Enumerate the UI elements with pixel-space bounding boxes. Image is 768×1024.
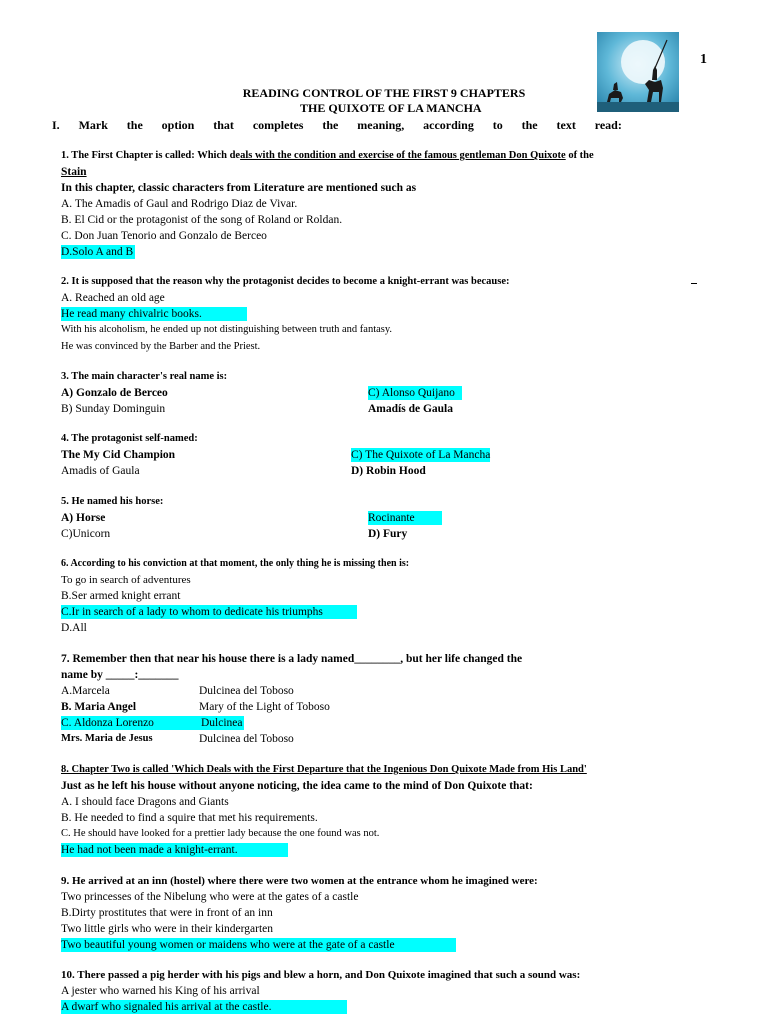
instruction-word: text bbox=[556, 118, 576, 132]
q2-option-c: With his alcoholism, he ended up not distinguishing between truth and fantasy. bbox=[61, 324, 393, 335]
document-subtitle: THE QUIXOTE OF LA MANCHA bbox=[300, 101, 482, 115]
question-1-line2: Stain bbox=[61, 166, 87, 178]
q7-row-d-right: Dulcinea del Toboso bbox=[199, 733, 294, 745]
question-2: 2. It is supposed that the reason why the protagonist decides to become a knight-errant was because: bbox=[61, 276, 510, 287]
q3-option-a: A) Gonzalo de Berceo bbox=[61, 387, 168, 399]
q6-option-b: B.Ser armed knight errant bbox=[61, 590, 181, 602]
q7-row-b-left: B. Maria Angel bbox=[61, 701, 137, 713]
q4-option-a: The My Cid Champion bbox=[61, 449, 176, 461]
q2-option-b-selected: He read many chivalric books. bbox=[61, 307, 247, 321]
q5-option-a: A) Horse bbox=[61, 512, 106, 524]
instruction-word: Mark bbox=[78, 118, 108, 132]
instruction-word: completes bbox=[252, 118, 304, 132]
q7-row-a-right: Dulcinea del Toboso bbox=[199, 685, 294, 697]
q8-option-a: A. I should face Dragons and Giants bbox=[61, 796, 229, 808]
q3-option-c-selected: C) Alonso Quijano bbox=[368, 386, 462, 400]
question-1-prefix: 1. The First Chapter is called: Which de bbox=[61, 150, 241, 161]
q8-option-c: C. He should have looked for a prettier lady because the one found was not. bbox=[61, 828, 380, 839]
instruction-word: according bbox=[423, 118, 474, 132]
instruction-word: read: bbox=[594, 118, 622, 132]
document-title: READING CONTROL OF THE FIRST 9 CHAPTERS bbox=[242, 86, 526, 100]
question-1-suffix: of the bbox=[565, 150, 594, 161]
q1-option-b: B. El Cid or the protagonist of the song of Roland or Roldan. bbox=[61, 214, 343, 226]
q1-option-a: A. The Amadis of Gaul and Rodrigo Diaz de Vivar. bbox=[61, 198, 298, 210]
question-5: 5. He named his horse: bbox=[61, 496, 164, 507]
instruction-word: the bbox=[322, 118, 339, 132]
question-1-underlined: als with the condition and exercise of the famous gentleman Don Quixote bbox=[240, 150, 566, 161]
question-10: 10. There passed a pig herder with his pigs and blew a horn, and Don Quixote imagined that such a sound was: bbox=[61, 969, 581, 981]
instruction-word: that bbox=[213, 118, 234, 132]
q6-option-d: D.All bbox=[61, 622, 87, 634]
q7-row-d-left: Mrs. Maria de Jesus bbox=[61, 733, 153, 744]
instruction-word: to bbox=[492, 118, 503, 132]
instruction-line bbox=[52, 118, 622, 133]
q7-row-c-left: C. Aldonza Lorenzo bbox=[61, 717, 154, 729]
q10-option-a: A jester who warned his King of his arrival bbox=[61, 985, 260, 997]
q2-option-a: A. Reached an old age bbox=[61, 292, 165, 304]
instruction-word: the bbox=[521, 118, 538, 132]
q5-option-b: C)Unicorn bbox=[61, 528, 111, 540]
instruction-word: option bbox=[161, 118, 195, 132]
q3-option-b: B) Sunday Dominguin bbox=[61, 403, 166, 415]
q7-row-c-right: Dulcinea bbox=[201, 717, 243, 729]
q6-option-c-selected: C.Ir in search of a lady to whom to dedicate his triumphs bbox=[61, 605, 357, 619]
q3-option-d: Amadís de Gaula bbox=[368, 403, 453, 415]
q9-option-b: B.Dirty prostitutes that were in front of an inn bbox=[61, 907, 273, 919]
q1-option-d-selected: D.Solo A and B bbox=[61, 246, 134, 258]
q4-option-d: D) Robin Hood bbox=[351, 465, 426, 477]
q10-option-b-selected: A dwarf who signaled his arrival at the castle. bbox=[61, 1000, 347, 1014]
q2-option-d: He was convinced by the Barber and the Priest. bbox=[61, 341, 261, 352]
instruction-word: meaning, bbox=[357, 118, 405, 132]
q7-row-b-right: Mary of the Light of Toboso bbox=[199, 701, 330, 713]
question-9: 9. He arrived at an inn (hostel) where there were two women at the entrance whom he imagined were: bbox=[61, 875, 538, 887]
q5-option-d: D) Fury bbox=[368, 528, 408, 540]
q8-option-b: B. He needed to find a squire that met his requirements. bbox=[61, 812, 318, 824]
q6-option-a: To go in search of adventures bbox=[61, 574, 191, 586]
q4-option-c-selected: C) The Quixote of La Mancha bbox=[351, 449, 491, 461]
question-1 bbox=[61, 149, 594, 163]
question-6: 6. According to his conviction at that moment, the only thing he is missing then is: bbox=[61, 558, 410, 569]
q5-option-c-selected: Rocinante bbox=[368, 511, 442, 525]
q7-row-a-left: A.Marcela bbox=[61, 685, 110, 697]
instruction-word: I. bbox=[52, 118, 60, 132]
stray-dash bbox=[691, 283, 697, 284]
question-8-subtext: Just as he left his house without anyone noticing, the idea came to the mind of Don Quixote that: bbox=[61, 780, 533, 792]
q9-option-a: Two princesses of the Nibelung who were at the gates of a castle bbox=[61, 891, 359, 903]
question-7-line1: 7. Remember then that near his house there is a lady named________, but her life changed the bbox=[61, 653, 523, 665]
question-8: 8. Chapter Two is called 'Which Deals with the First Departure that the Ingenious Don Quixote Made from His Land' bbox=[61, 764, 587, 775]
q1-option-c: C. Don Juan Tenorio and Gonzalo de Berceo bbox=[61, 230, 267, 242]
q9-option-d-selected: Two beautiful young women or maidens who were at the gate of a castle bbox=[61, 938, 456, 952]
q7-row-c-selected bbox=[61, 716, 244, 730]
q4-option-b: Amadis of Gaula bbox=[61, 465, 140, 477]
q8-option-d-selected: He had not been made a knight-errant. bbox=[61, 843, 288, 857]
q9-option-c: Two little girls who were in their kindergarten bbox=[61, 923, 273, 935]
question-7-line2: name by _____:_______ bbox=[61, 669, 179, 681]
question-1-subtext: In this chapter, classic characters from Literature are mentioned such as bbox=[61, 182, 417, 194]
question-4: 4. The protagonist self-named: bbox=[61, 433, 198, 444]
question-3: 3. The main character's real name is: bbox=[61, 371, 228, 382]
instruction-word: the bbox=[126, 118, 143, 132]
page-number: 1 bbox=[700, 52, 707, 67]
